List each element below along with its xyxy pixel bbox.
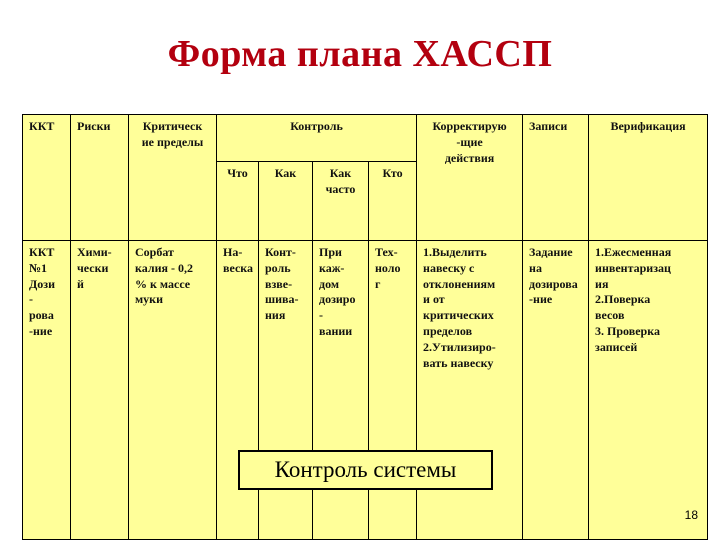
header-risks: Риски (71, 115, 129, 241)
cell-corrective-actions: 1.Выделить навеску с отклонениям и от критических пределов 2.Утилизиро- вать навеску (417, 241, 523, 540)
cell-control-how-often: При каж- дом дозиро - вании (313, 241, 369, 540)
cell-records: Задание на дозирова -ние (523, 241, 589, 540)
table-row (23, 241, 708, 540)
header-control-how-often: Как часто (313, 162, 369, 241)
page-number: 18 (684, 508, 698, 522)
cell-control-how: Конт- роль взве- шива- ния (259, 241, 313, 540)
cell-control-what: На- веска (217, 241, 259, 540)
header-corrective-actions: Корректирую -щие действия (417, 115, 523, 241)
header-control-who: Кто (369, 162, 417, 241)
cell-verification: 1.Ежесменная инвентаризац ия 2.Поверка весов 3. Проверка записей (589, 241, 708, 540)
header-control-what: Что (217, 162, 259, 241)
cell-risks: Хими- чески й (71, 241, 129, 540)
header-verification: Верификация (589, 115, 708, 241)
header-kkt: ККТ (23, 115, 71, 241)
header-records: Записи (523, 115, 589, 241)
header-control: Контроль (217, 115, 417, 162)
page-title: Форма плана ХАССП (167, 33, 553, 75)
header-control-how: Как (259, 162, 313, 241)
cell-control-who: Тех- ноло г (369, 241, 417, 540)
cell-critical-limits: Сорбат калия - 0,2 % к массе муки (129, 241, 217, 540)
cell-kkt: ККТ №1 Дози - рова -ние (23, 241, 71, 540)
system-control-banner: Контроль системы (238, 450, 493, 490)
header-row (23, 115, 708, 162)
header-critical-limits: Критическ ие пределы (129, 115, 217, 241)
